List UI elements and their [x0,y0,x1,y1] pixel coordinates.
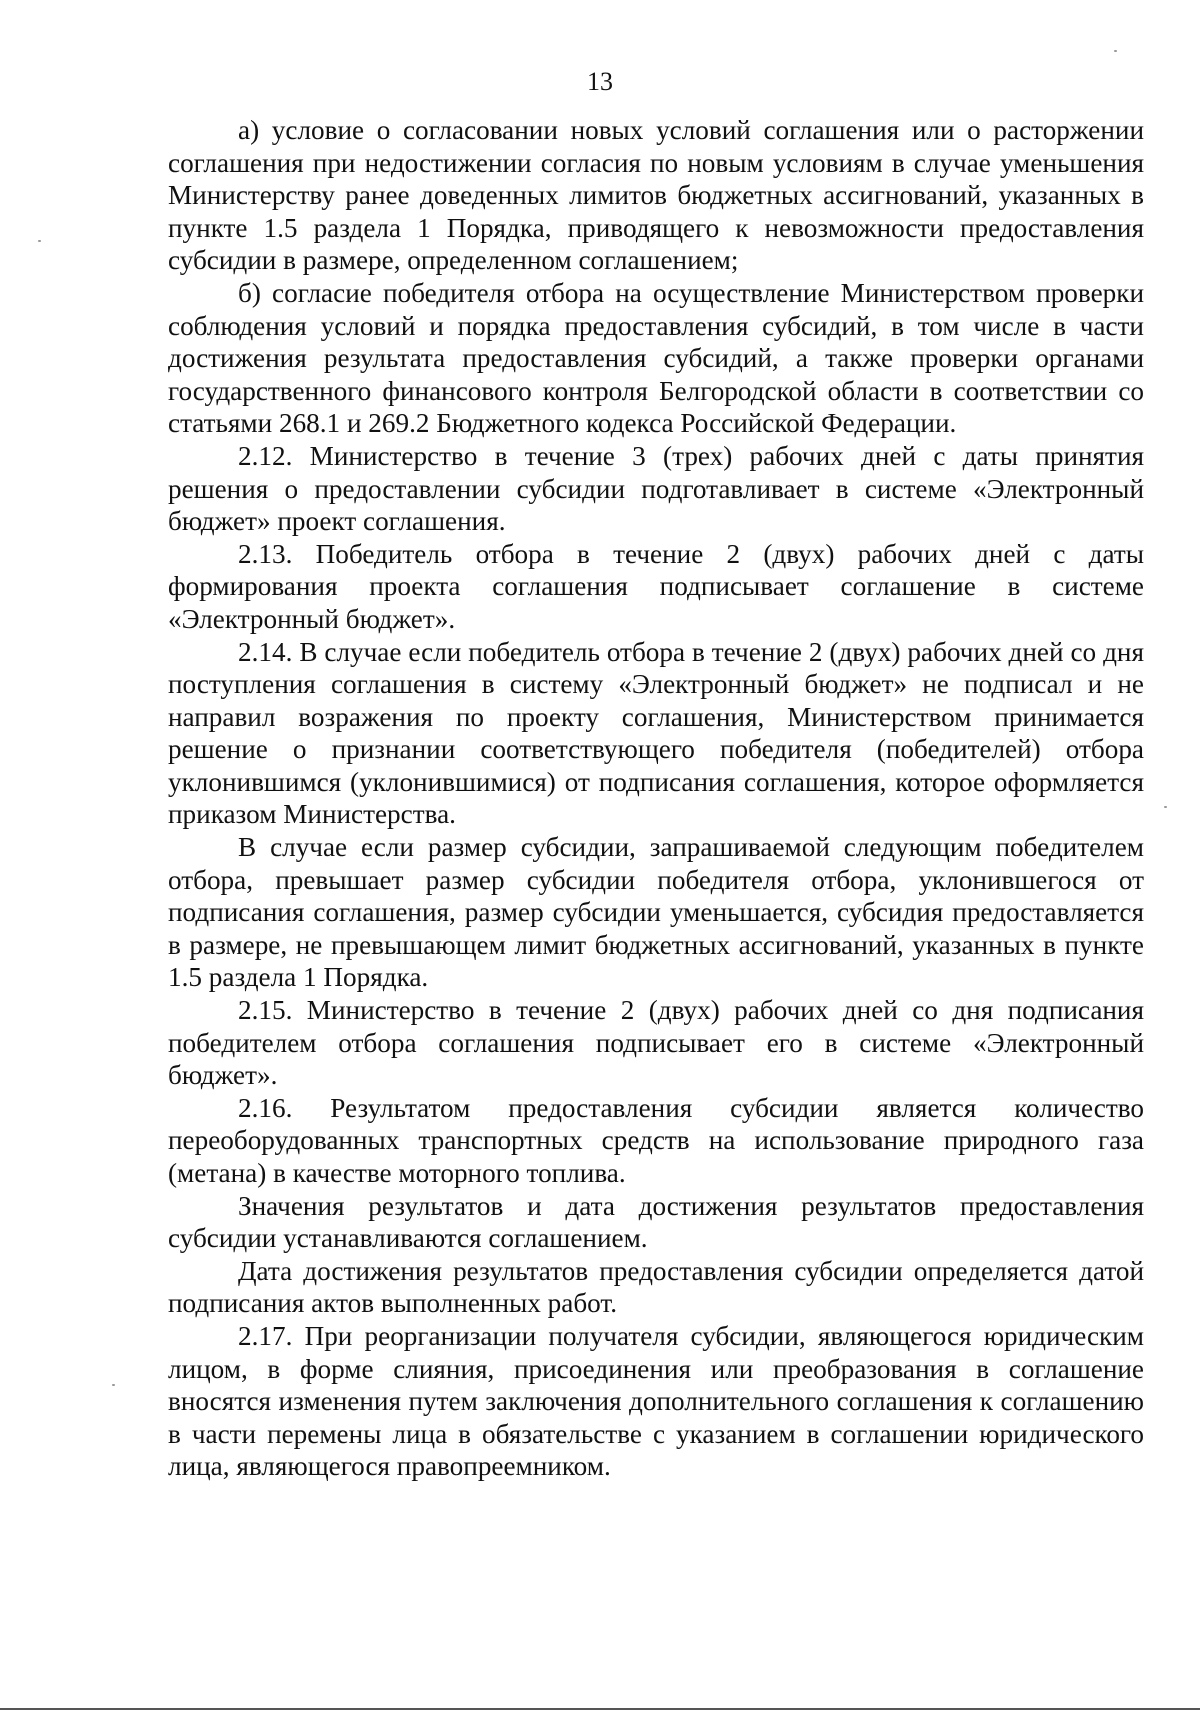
paragraph-2-17: 2.17. При реорганизации получателя субсидии, являющегося юридическим лицом, в форме слияния, присоединения или преобразования в соглашение вносятся изменения путем заключения дополнительного соглашения к соглашению в части перемены лица в обязательстве с указанием в соглашении юридического лица, являющегося правопреемником. [168,1320,1144,1482]
paragraph-2-16-values: Значения результатов и дата достижения результатов предоставления субсидии устанавливаются соглашением. [168,1190,1144,1254]
scan-speck [38,240,41,242]
paragraph-2-16-date: Дата достижения результатов предоставления субсидии определяется датой подписания актов выполненных работ. [168,1255,1144,1319]
paragraph-2-15: 2.15. Министерство в течение 2 (двух) рабочих дней со дня подписания победителем отбора соглашения подписывает его в системе «Электронный бюджет». [168,995,1144,1091]
page-number: 13 [587,67,613,96]
paragraph-2-16: 2.16. Результатом предоставления субсидии является количество переоборудованных транспортных средств на использование природного газа (метана) в качестве моторного топлива. [168,1092,1144,1188]
paragraph-a: а) условие о согласовании новых условий соглашения или о расторжении соглашения при недостижении согласия по новым условиям в случае уменьшения Министерству ранее доведенных лимитов бюджетных ассигнований, указанных в пункте 1.5 раздела 1 Порядка, приводящего к невозможности предоставления субсидии в размере, определенном соглашением; [168,115,1144,276]
paragraph-b: б) согласие победителя отбора на осуществление Министерством проверки соблюдения условий и порядка предоставления субсидий, в том числе в части достижения результата предоставления субсидий, а также проверки органами государственного финансового контроля Белгородской области в соответствии со статьями 268.1 и 269.2 Бюджетного кодекса Российской Федерации. [168,277,1144,439]
document-body [168,114,1144,1483]
scan-speck [1164,806,1167,808]
scan-speck [112,1384,115,1386]
scan-speck [1114,50,1117,52]
paragraph-2-14-continued: В случае если размер субсидии, запрашиваемой следующим победителем отбора, превышает размер субсидии победителя отбора, уклонившегося от подписания соглашения, размер субсидии уменьшается, субсидия предоставляется в размере, не превышающем лимит бюджетных ассигнований, указанных в пункте 1.5 раздела 1 Порядка. [168,832,1144,993]
paragraph-2-12: 2.12. Министерство в течение 3 (трех) рабочих дней с даты принятия решения о предоставлении субсидии подготавливает в системе «Электронный бюджет» проект соглашения. [168,440,1144,537]
paragraph-2-13: 2.13. Победитель отбора в течение 2 (двух) рабочих дней с даты формирования проекта соглашения подписывает соглашение в системе «Электронный бюджет». [168,538,1144,634]
page-bottom-rule [0,1708,1200,1710]
paragraph-2-14: 2.14. В случае если победитель отбора в течение 2 (двух) рабочих дней со дня поступления соглашения в систему «Электронный бюджет» не подписал и не направил возражения по проекту соглашения, Министерством принимается решение о признании соответствующего победителя (победителей) отбора уклонившимся (уклонившимися) от подписания соглашения, которое оформляется приказом Министерства. [168,636,1144,830]
